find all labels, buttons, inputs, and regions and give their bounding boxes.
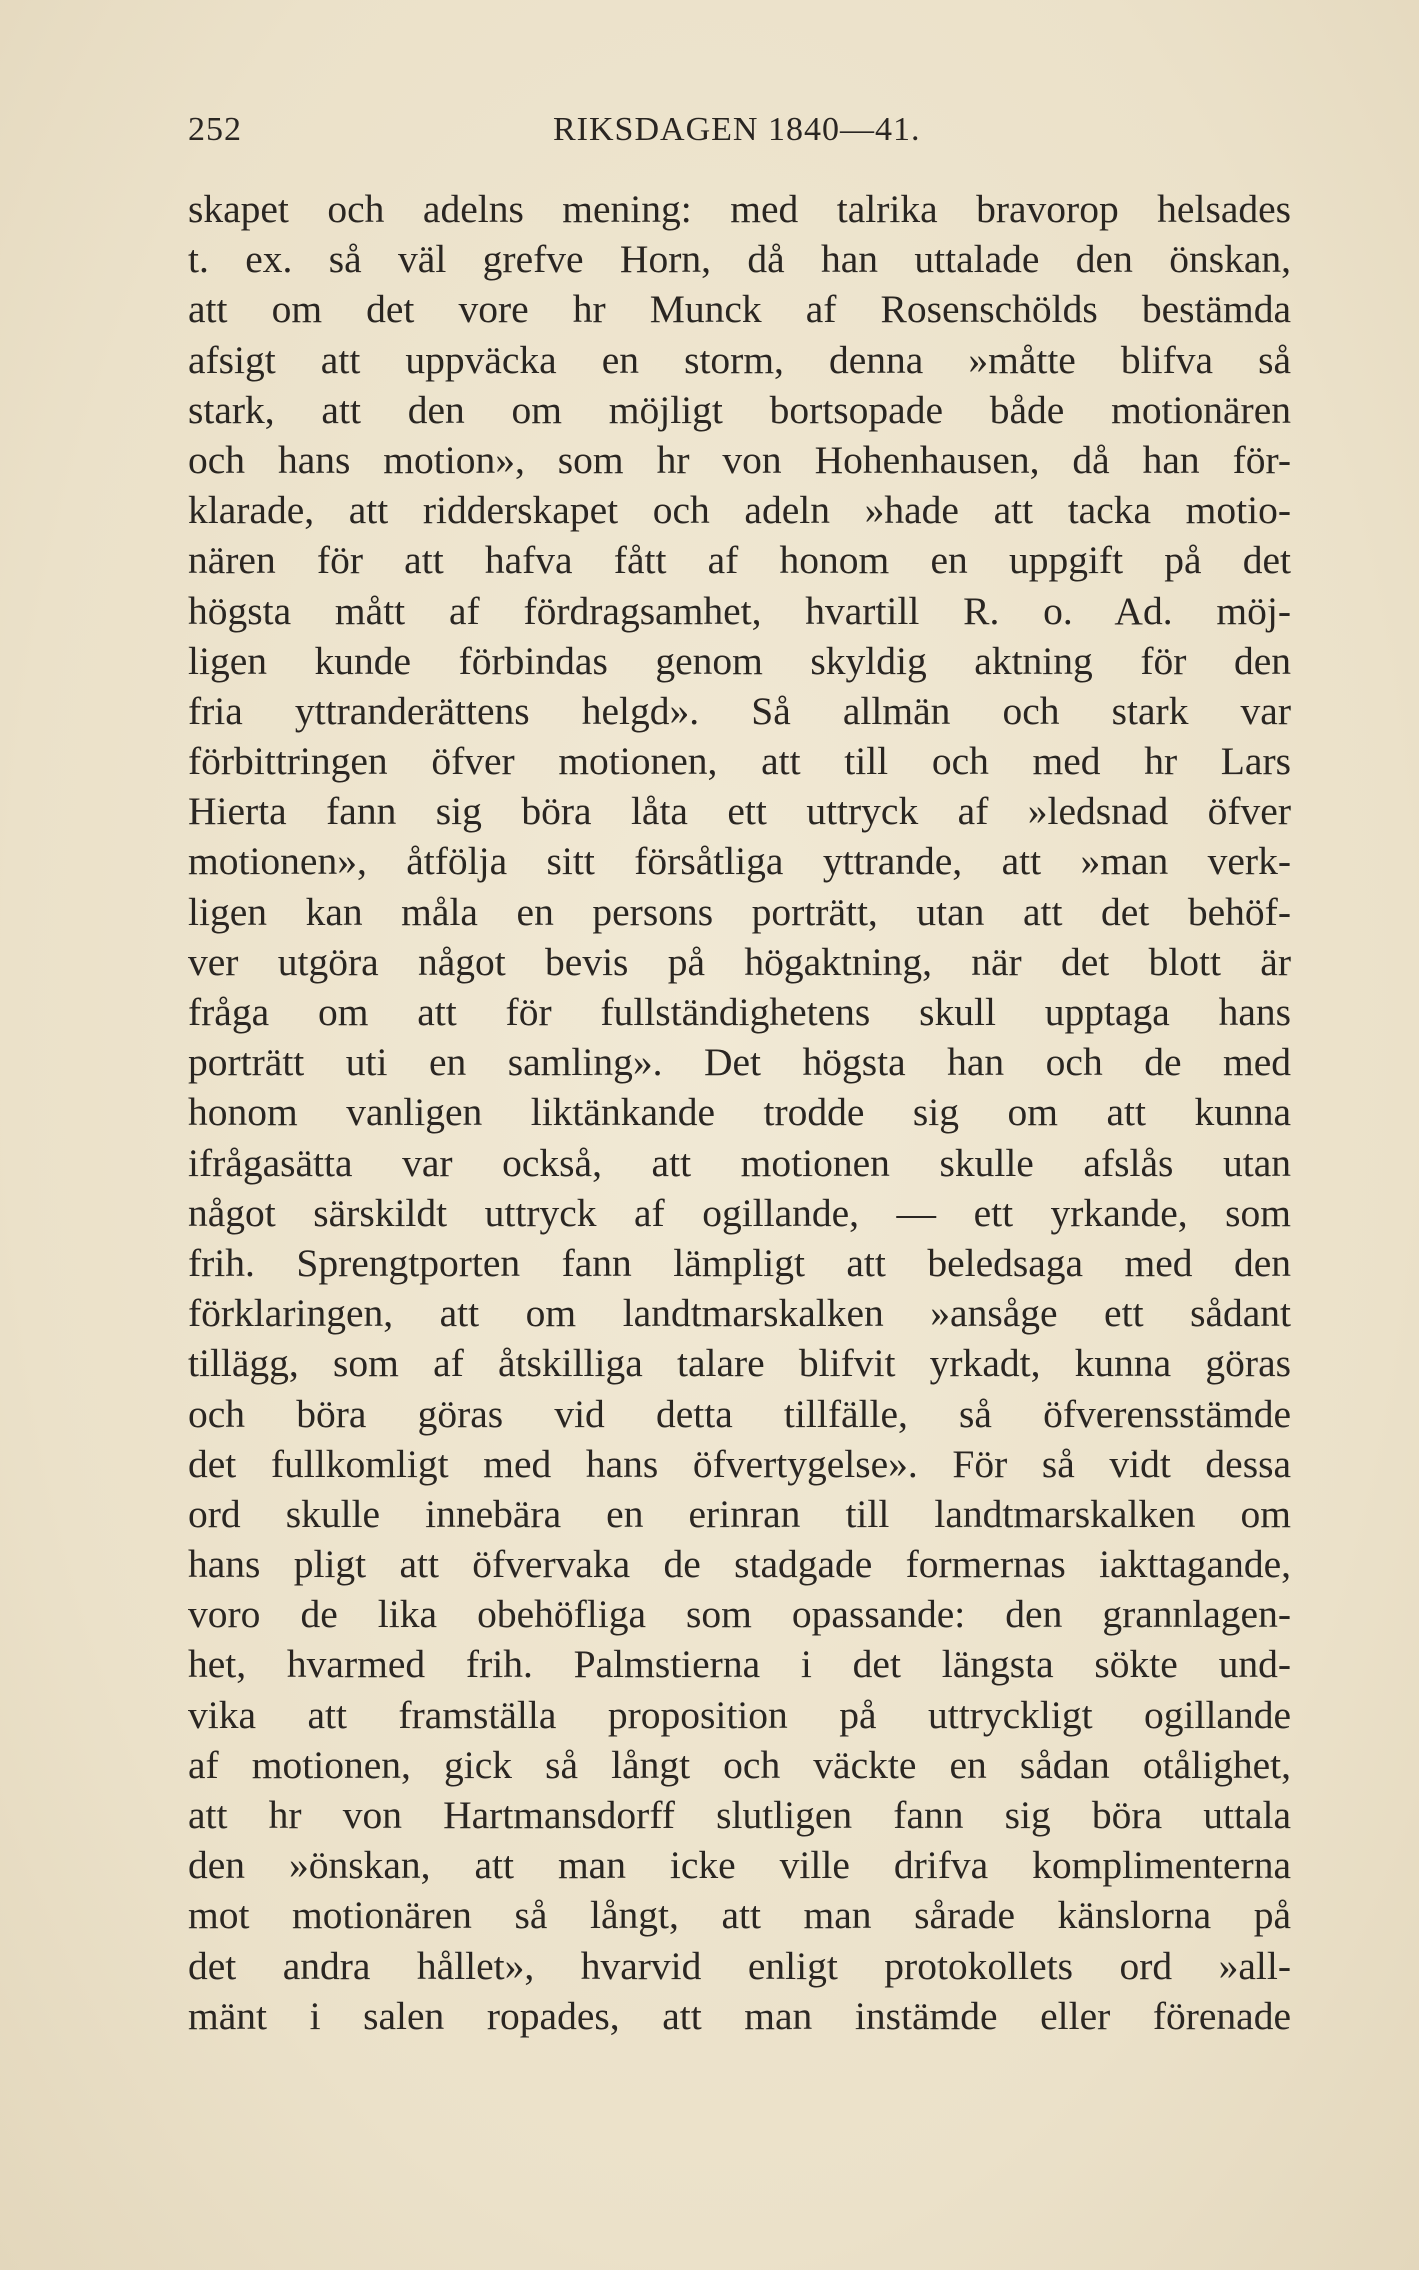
running-head: RIKSDAGEN 1840—41. [553, 111, 921, 148]
text-line: något särskildt uttryck af ogillande, — ett yrkande, som [188, 1190, 1291, 1235]
text-line: förklaringen, att om landtmarskalken »ansåge ett sådant [188, 1291, 1291, 1336]
text-line: att hr von Hartmansdorff slutligen fann sig böra uttala [188, 1793, 1291, 1837]
text-line: vika att framställa proposition på uttryckligt ogillande [188, 1692, 1291, 1737]
text-line: mänt i salen ropades, att man instämde eller förenade [188, 1993, 1291, 2038]
text-line: t. ex. så väl grefve Horn, då han uttalade den önskan, [188, 237, 1291, 282]
text-line: stark, att den om möjligt bortsopade både motionären [188, 387, 1291, 432]
text-line: det fullkomligt med hans öfvertygelse». För så vidt dessa [188, 1441, 1291, 1486]
text-line: motionen», åtfölja sitt försåtliga yttrande, att »man verk- [188, 839, 1291, 884]
text-line: nären för att hafva fått af honom en uppgift på det [188, 538, 1291, 583]
page-header [188, 105, 1288, 155]
text-line: ifrågasätta var också, att motionen skulle afslås utan [188, 1140, 1291, 1185]
text-line: fria yttranderättens helgd». Så allmän och stark var [188, 688, 1291, 733]
text-line: klarade, att ridderskapet och adeln »hade att tacka motio- [188, 488, 1291, 533]
text-line: det andra hållet», hvarvid enligt protokollets ord »all- [188, 1943, 1291, 1988]
text-line: Hierta fann sig böra låta ett uttryck af »ledsnad öfver [188, 789, 1291, 834]
text-line: ligen kunde förbindas genom skyldig aktning för den [188, 638, 1291, 683]
text-line: den »önskan, att man icke ville drifva komplimenterna [188, 1843, 1291, 1888]
text-line: honom vanligen liktänkande trodde sig om att kunna [188, 1090, 1291, 1135]
body-text [188, 184, 1291, 2041]
text-line: och böra göras vid detta tillfälle, så öfverensstämde [188, 1391, 1291, 1436]
text-line: högsta mått af fördragsamhet, hvartill R. o. Ad. möj- [188, 588, 1291, 633]
text-line: frih. Sprengtporten fann lämpligt att beledsaga med den [188, 1240, 1291, 1285]
text-line: afsigt att uppväcka en storm, denna »måtte blifva så [188, 337, 1291, 382]
text-line: mot motionären så långt, att man sårade känslorna på [188, 1893, 1291, 1938]
text-line: voro de lika obehöfliga som opassande: den grannlagen- [188, 1592, 1291, 1637]
text-line: ver utgöra något bevis på högaktning, när det blott är [188, 939, 1291, 984]
text-line: förbittringen öfver motionen, att till och med hr Lars [188, 739, 1291, 784]
text-line: fråga om att för fullständighetens skull upptaga hans [188, 990, 1291, 1034]
text-line: ligen kan måla en persons porträtt, utan att det behöf- [188, 889, 1291, 934]
text-line: porträtt uti en samling». Det högsta han och de med [188, 1040, 1291, 1085]
text-line: att om det vore hr Munck af Rosenschölds bestämda [188, 287, 1291, 332]
page-number: 252 [188, 111, 242, 148]
text-line: ord skulle innebära en erinran till landtmarskalken om [188, 1491, 1291, 1536]
text-line: och hans motion», som hr von Hohenhausen, då han för- [188, 437, 1291, 482]
text-line: hans pligt att öfvervaka de stadgade formernas iakttagande, [188, 1542, 1291, 1587]
text-line: skapet och adelns mening: med talrika bravorop helsades [188, 187, 1291, 231]
text-line: af motionen, gick så långt och väckte en sådan otålighet, [188, 1742, 1291, 1787]
text-line: tillägg, som af åtskilliga talare blifvit yrkadt, kunna göras [188, 1341, 1291, 1386]
text-line: het, hvarmed frih. Palmstierna i det längsta sökte und- [188, 1642, 1291, 1687]
